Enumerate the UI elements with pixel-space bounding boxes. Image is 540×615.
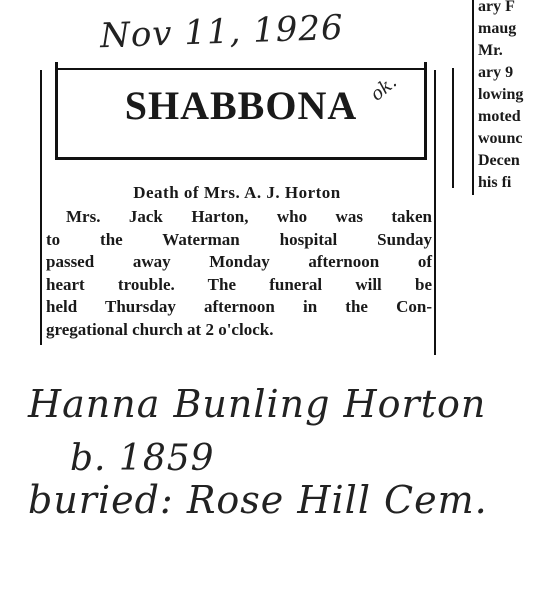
article-title: Death of Mrs. A. J. Horton bbox=[133, 183, 341, 202]
column-rule-right bbox=[434, 70, 436, 355]
adjacent-line: maug bbox=[478, 20, 517, 37]
article-body bbox=[46, 206, 432, 341]
article-line: to the Waterman hospital Sunday bbox=[46, 229, 432, 249]
headline-box bbox=[55, 62, 427, 160]
adjacent-column-text bbox=[478, 0, 540, 194]
article-line: held Thursday afternoon in the Con- bbox=[46, 297, 432, 316]
margin-mark: ok. bbox=[366, 71, 402, 106]
adjacent-line: ary 9 bbox=[478, 64, 514, 81]
adjacent-line: Mr. bbox=[478, 42, 503, 59]
article-line: heart trouble. The funeral will be bbox=[46, 274, 432, 294]
column-rule-far-right bbox=[472, 0, 474, 195]
adjacent-line: wounc bbox=[478, 130, 523, 147]
adjacent-line: ary F bbox=[478, 0, 515, 15]
column-rule-left bbox=[40, 70, 42, 345]
handwritten-birth-year: b. 1859 bbox=[70, 438, 215, 479]
adjacent-line: Decen bbox=[478, 152, 520, 169]
headline: SHABBONA bbox=[124, 83, 358, 128]
column-rule-right-inner bbox=[452, 68, 454, 188]
adjacent-line: lowing bbox=[478, 86, 524, 103]
article-line: Mrs. Jack Harton, who was taken bbox=[66, 207, 432, 226]
adjacent-line: his fi bbox=[478, 174, 512, 191]
handwritten-name: Hanna Bunling Horton bbox=[28, 382, 487, 426]
handwritten-date: Nov 11, 1926 bbox=[99, 7, 345, 57]
handwritten-burial: buried: Rose Hill Cem. bbox=[28, 478, 488, 522]
adjacent-line: moted bbox=[478, 108, 521, 125]
article-line: gregational church at 2 o'clock. bbox=[46, 319, 274, 339]
article-line: passed away Monday afternoon of bbox=[46, 252, 432, 271]
